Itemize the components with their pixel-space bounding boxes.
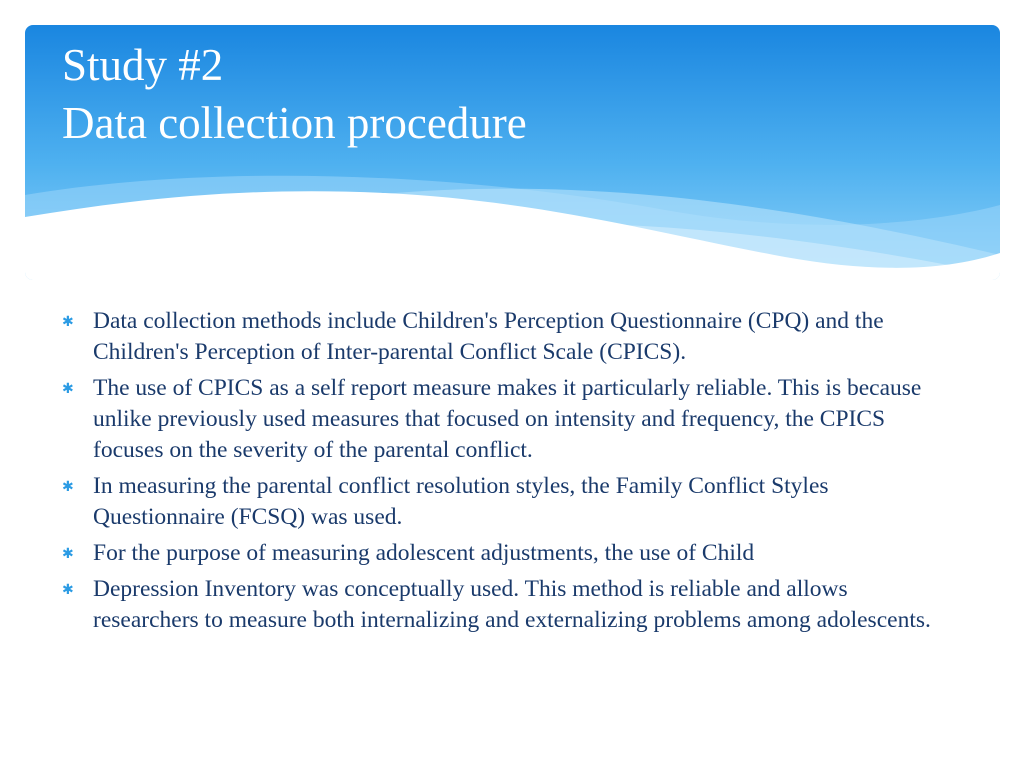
bullet-item (62, 574, 942, 636)
bullet-text: Depression Inventory was conceptually used. This method is reliable and allows researchers to measure both internalizing and externalizing problems among adolescents. (93, 576, 931, 633)
asterisk-bullet-icon: ✱ (62, 381, 74, 397)
slide-title-line-1: Study #2 (62, 40, 224, 90)
bullet-text: Data collection methods include Children's Perception Questionnaire (CPQ) and the Children's Perception of Inter-parental Conflict Scale (CPICS). (93, 308, 884, 365)
asterisk-bullet-icon: ✱ (62, 479, 74, 495)
bullet-item (62, 306, 942, 368)
asterisk-bullet-icon: ✱ (62, 582, 74, 598)
bullet-list (62, 306, 942, 641)
asterisk-bullet-icon: ✱ (62, 546, 74, 562)
bullet-item (62, 538, 942, 569)
slide-title-line-2: Data collection procedure (62, 98, 527, 148)
asterisk-bullet-icon: ✱ (62, 314, 74, 330)
bullet-item (62, 471, 942, 533)
bullet-text: For the purpose of measuring adolescent adjustments, the use of Child (93, 540, 755, 566)
bullet-text: In measuring the parental conflict resolution styles, the Family Conflict Styles Questionnaire (FCSQ) was used. (93, 473, 829, 530)
bullet-item (62, 373, 942, 466)
bullet-text: The use of CPICS as a self report measure makes it particularly reliable. This is because unlike previously used measures that focused on intensity and frequency, the CPICS focuses on the severity of the parental conflict. (93, 375, 922, 463)
slide-title (62, 36, 527, 152)
